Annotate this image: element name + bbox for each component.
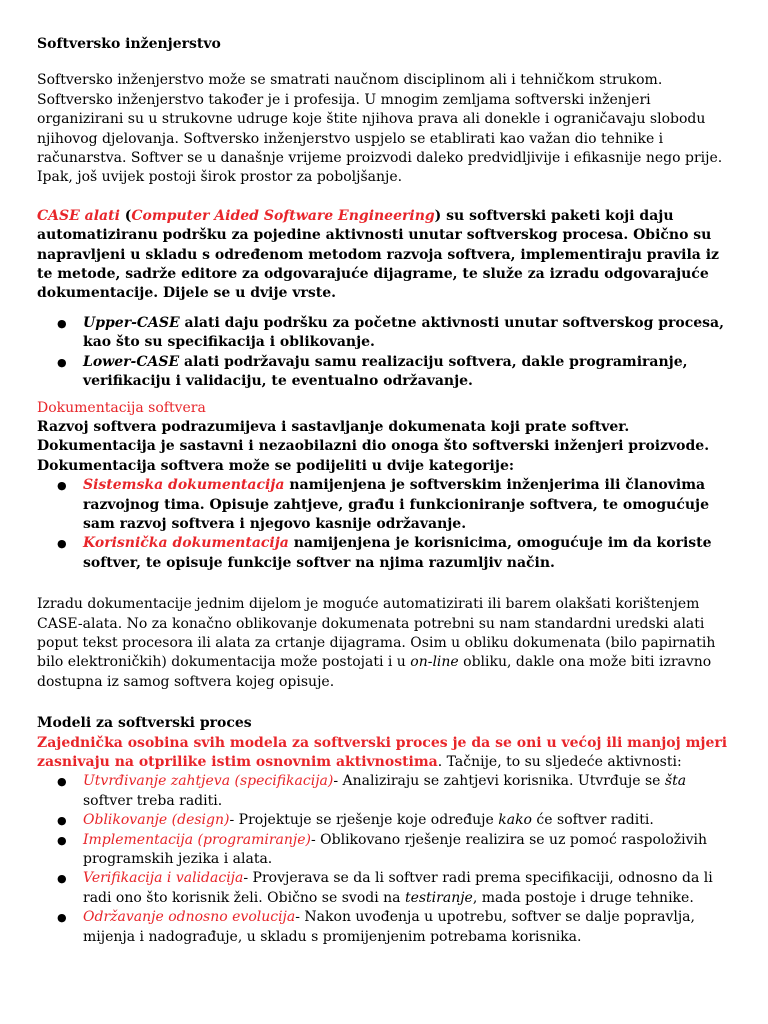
list-item-text: - Oblikovano rješenje realizira se uz pomoć raspoloživih programskih jezika i alata.: [83, 831, 708, 868]
list-item-text: , mada postoje i druge tehnike.: [472, 889, 694, 906]
list-item-term: Utvrđivanje zahtjeva (specifikacija): [83, 773, 334, 790]
automation-text-after: obliku, dakle ona može biti izravno dostupna iz samog softvera kojeg opisuje.: [37, 654, 712, 690]
models-lead-rest: . Tačnije, to su sljedeće aktivnosti:: [437, 754, 682, 770]
list-item-text: - Analiziraju se zahtjevi korisnika. Utvrđuje se: [333, 773, 665, 790]
list-item-text: namijenjena je korisnicima, omogućuje im da koriste softver, te opisuje funkcije softver na njima razumljiv način.: [83, 535, 712, 571]
list-item-term: Implementacija (programiranje): [83, 831, 311, 848]
doc-heading: Dokumentacija softvera: [37, 399, 206, 416]
bullet-icon: ●: [57, 775, 67, 789]
bullet-icon: ●: [57, 479, 67, 493]
models-lead-red: Zajednička osobina svih modela za softverski proces je da se oni u većoj ili manjoj mjeri zasnivaju na otprilike istim osnovnim aktivnostima: [37, 734, 728, 770]
list-item: [37, 353, 737, 392]
automation-online: on-line: [410, 654, 459, 671]
models-heading: Modeli za softverski proces: [37, 715, 252, 732]
list-item-text: - Provjerava se da li softver radi prema specifikaciji, odnosno da li radi ono što korisnik želi. Obično se svodi na: [83, 870, 713, 906]
list-item-emphasis: testiranje: [404, 889, 473, 906]
models-list: [37, 772, 737, 947]
list-item: [37, 314, 737, 353]
bullet-icon: ●: [57, 355, 67, 369]
case-open-paren: (: [119, 207, 132, 224]
doc-paragraph-2: Dokumentacija softvera može se podijeliti u dvije kategorije:: [37, 457, 515, 474]
list-item-term: Oblikovanje (design): [83, 812, 230, 829]
case-term: CASE alati: [37, 207, 120, 224]
bullet-icon: ●: [57, 872, 67, 886]
intro-paragraph: Softversko inženjerstvo može se smatrati naučnom disciplinom ali i tehničkom strukom. Softversko inženjerstvo također je i profesija. U mnogim zemljama softverski inženjeri organizirani su u strukovne udruge koje štite njihova prava ali donekle i ograničavaju slobodu njihovog djelovanja. Softversko inženjerstvo uspjelo se etablirati kao važan dio tehnike i računarstva. Softver se u današnje vrijeme proizvodi daleko predvidljivije i efikasnije nego prije. Ipak, još uvijek postoji širok prostor za poboljšanje.: [37, 72, 723, 186]
list-item: [37, 908, 737, 947]
case-rest: ) su softverski paketi koji daju automatiziranu podršku za pojedine aktivnosti unutar softverskog procesa. Obično su napravljeni u skladu s određenom metodom razvoja softvera, implementiraju pravila iz te metode, sadrže editore za odgovarajuće dijagrame, te služe za izradu odgovarajuće dokumentacije. Dijele se u dvije vrste.: [37, 207, 720, 302]
list-item-text: - Nakon uvođenja u upotrebu, softver se dalje popravlja, mijenja i nadograđuje, u skladu s promijenjenim potrebama korisnika.: [83, 909, 695, 945]
bullet-icon: ●: [57, 833, 67, 847]
list-item-emphasis: kako: [498, 812, 532, 829]
models-lead: [37, 734, 737, 773]
bullet-icon: ●: [57, 911, 67, 925]
doc-paragraph-1: Razvoj softvera podrazumijeva i sastavljanje dokumenata koji prate softver. Dokumentacija je sastavni i nezaobilazni dio onoga što softverski inženjeri proizvode.: [37, 418, 710, 455]
list-item-emphasis: šta: [664, 773, 687, 790]
list-item-text: - Projektuje se rješenje koje određuje: [229, 812, 499, 829]
list-item-text: alati podržavaju samu realizaciju softvera, dakle programiranje, verifikaciju i validaciju, te eventualno održavanje.: [83, 353, 688, 390]
list-item: [37, 772, 737, 811]
list-item: [37, 476, 737, 534]
list-item-term: Verifikacija i validacija: [83, 870, 244, 887]
list-item-term: Korisnička dokumentacija: [83, 535, 289, 552]
automation-paragraph: [37, 595, 737, 692]
case-expansion: Computer Aided Software Engineering: [131, 207, 435, 224]
list-item: [37, 869, 737, 908]
list-item-term: Održavanje odnosno evolucija: [83, 909, 296, 926]
page-title: Softversko inženjerstvo: [37, 36, 221, 52]
list-item: [37, 831, 737, 870]
list-item: [37, 534, 737, 573]
list-item-term: Sistemska dokumentacija: [83, 477, 285, 494]
case-list: [37, 314, 737, 392]
list-item: [37, 811, 737, 830]
bullet-icon: ●: [57, 814, 67, 828]
list-item-term: Lower-CASE: [83, 353, 180, 370]
bullet-icon: ●: [57, 316, 67, 330]
automation-text-before: Izradu dokumentacije jednim dijelom je moguće automatizirati ili barem olakšati korištenjem CASE-alata. No za konačno oblikovanje dokumenata potrebni su nam standardni uredski alati poput tekst procesora ili alata za crtanje dijagrama. Osim u obliku dokumenata (bilo papirnatih bilo elektroničkih) dokumentacija može postojati i u: [37, 596, 716, 671]
list-item-text: alati daju podršku za početne aktivnosti unutar softverskog procesa, kao što su specifikacija i oblikovanje.: [83, 314, 724, 351]
list-item-text: softver treba raditi.: [83, 792, 223, 809]
list-item-text: namijenjena je softverskim inženjerima ili članovima razvojnog tima. Opisuje zahtjeve, građu i funkcioniranje softvera, te omogućuje sam razvoj softvera i njegovo kasnije održavanje.: [83, 477, 710, 532]
bullet-icon: ●: [57, 537, 67, 551]
case-paragraph: [37, 207, 737, 304]
list-item-text: će softver raditi.: [531, 812, 654, 829]
doc-list: [37, 476, 737, 573]
list-item-term: Upper-CASE: [83, 314, 180, 331]
document-page: [37, 35, 737, 947]
